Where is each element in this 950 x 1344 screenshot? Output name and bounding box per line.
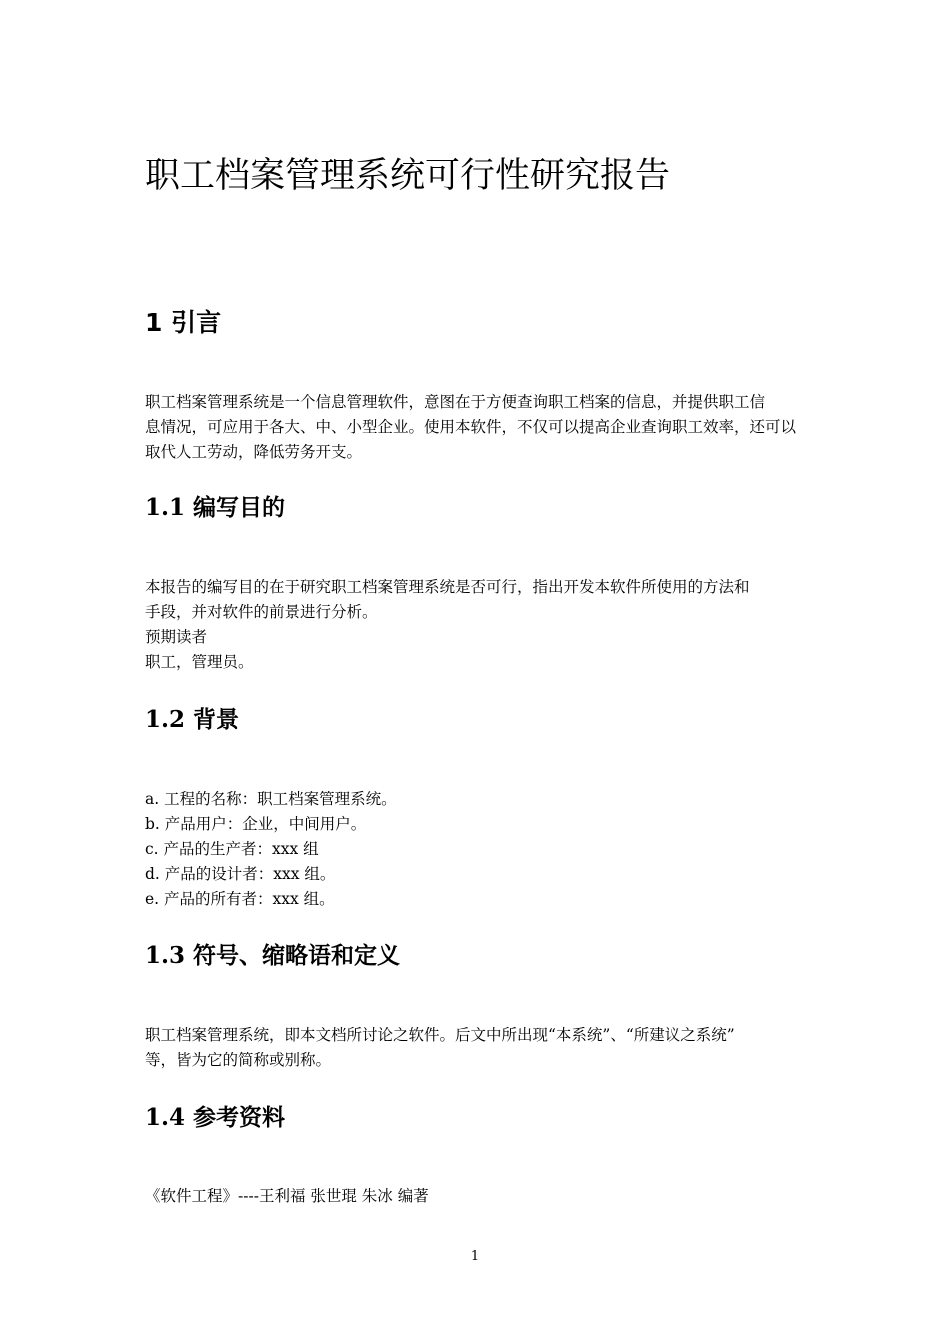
paragraph-line: 息情况，可应用于各大、中、小型企业。使用本软件，不仅可以提高企业查询职工效率，还可以 (145, 418, 797, 436)
section-heading-references: 1.4 参考资料 (145, 1104, 286, 1131)
paragraph-line: 手段，并对软件的前景进行分析。 (145, 603, 378, 621)
list-item: c. 产品的生产者：xxx 组 (145, 840, 319, 858)
paragraph-line: 本报告的编写目的在于研究职工档案管理系统是否可行，指出开发本软件所使用的方法和 (145, 578, 750, 596)
section-heading-purpose: 1.1 编写目的 (145, 494, 286, 521)
document-title: 职工档案管理系统可行性研究报告 (145, 156, 671, 196)
paragraph-line: 取代人工劳动，降低劳务开支。 (145, 443, 363, 461)
section-heading-background: 1.2 背景 (145, 706, 240, 733)
introduction-paragraph (145, 390, 810, 465)
background-list (145, 787, 810, 912)
section-heading-introduction: 1 引言 (145, 308, 222, 337)
paragraph-line: 职工档案管理系统，即本文档所讨论之软件。后文中所出现“本系统”、“所建议之系统” (145, 1026, 735, 1044)
list-item: e. 产品的所有者：xxx 组。 (145, 890, 335, 908)
purpose-paragraph (145, 575, 810, 675)
section-heading-definitions: 1.3 符号、缩略语和定义 (145, 942, 401, 969)
paragraph-line: 职工，管理员。 (145, 653, 254, 671)
list-item: a. 工程的名称：职工档案管理系统。 (145, 790, 397, 808)
references-list (145, 1184, 810, 1209)
paragraph-line: 等，皆为它的简称或别称。 (145, 1051, 332, 1069)
list-item: b. 产品用户：企业，中间用户。 (145, 815, 367, 833)
page-number: 1 (470, 1249, 480, 1264)
definitions-paragraph (145, 1023, 810, 1073)
reference-item: 《软件工程》----王利福 张世琨 朱冰 编著 (145, 1187, 429, 1205)
paragraph-line: 预期读者 (145, 628, 208, 646)
paragraph-line: 职工档案管理系统是一个信息管理软件，意图在于方便查询职工档案的信息，并提供职工信 (145, 393, 766, 411)
list-item: d. 产品的设计者：xxx 组。 (145, 865, 336, 883)
